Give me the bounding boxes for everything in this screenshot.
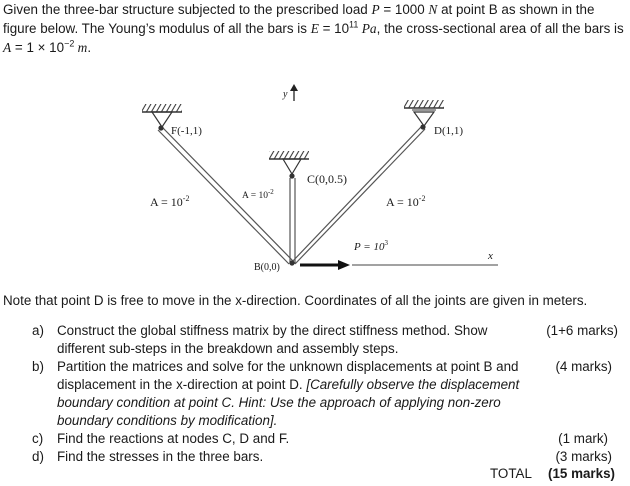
y-axis-label: y (283, 89, 288, 100)
question-c (0, 430, 608, 448)
question-c-marks: (1 mark) (558, 431, 608, 446)
question-c-label: c) (32, 431, 44, 446)
intro-text-3: , the cross-sectional area of all the bars is (376, 21, 624, 36)
question-d (0, 448, 612, 466)
load-value: = 1000 (379, 2, 429, 17)
x-axis-label: x (488, 250, 493, 262)
support-C (269, 151, 309, 179)
total-marks: (15 marks) (548, 466, 615, 481)
load-arrow (300, 260, 350, 270)
node-C-label: C(0,0.5) (307, 172, 347, 186)
question-c-text: Find the reactions at nodes C, D and F. (57, 431, 290, 446)
question-a-text: Construct the global stiffness matrix by the direct stiffness method. Show different sub-steps in the breakdown and assembly steps. (57, 323, 488, 356)
modulus-symbol: E (310, 21, 319, 36)
question-a (0, 322, 618, 362)
bar-BC (290, 178, 295, 264)
node-B-marker (289, 260, 294, 265)
question-a-marks: (1+6 marks) (546, 323, 618, 338)
area-label-middle: $A = 10^{-2}$ (242, 188, 274, 201)
area-symbol: A (3, 40, 12, 55)
modulus-value: = 10 (318, 21, 350, 36)
node-D-label: D(1,1) (434, 125, 464, 137)
question-d-label: d) (32, 449, 44, 464)
modulus-unit: Pa (358, 21, 377, 36)
node-B-label: B(0,0) (254, 262, 280, 273)
y-axis-arrow (290, 84, 298, 101)
question-b-label: b) (32, 359, 44, 374)
question-b-body (57, 358, 527, 430)
question-a-label: a) (32, 323, 44, 338)
question-d-marks: (3 marks) (555, 449, 612, 464)
intro-text-2: at point B as shown in the figure below. The Young’s modulus of all the bars is (3, 2, 595, 36)
area-unit: m (74, 40, 88, 55)
area-value: = 1 × 10 (11, 40, 65, 55)
note-text: Note that point D is free to move in the x-direction. Coordinates of all the joints are given in meters. (3, 293, 588, 308)
area-label-left: $A = 10^{-2}$ (150, 194, 190, 209)
question-b-hint: [Carefully observe the displacement boundary condition at point C. Hint: Use the approach of applying non-zero boundary conditions by modification]. (57, 377, 520, 428)
area-exponent: −2 (64, 38, 75, 49)
node-F-label: F(-1,1) (171, 125, 202, 137)
question-d-text: Find the stresses in the three bars. (57, 449, 264, 464)
load-label: $P = 10^3$ (354, 239, 388, 253)
load-symbol: P (371, 2, 380, 17)
modulus-exponent: 11 (349, 19, 359, 30)
load-unit: N (428, 2, 438, 17)
intro-period: . (87, 40, 92, 55)
question-b-text: Partition the matrices and solve for the unknown displacements at point B and displacement in the x-direction at point D. (57, 359, 519, 392)
question-b (0, 358, 612, 430)
area-label-right: $A = 10^{-2}$ (386, 194, 426, 209)
intro-text: Given the three-bar structure subjected to the prescribed load (3, 2, 372, 17)
question-b-marks: (4 marks) (555, 359, 612, 374)
total-label: TOTAL (490, 466, 532, 481)
